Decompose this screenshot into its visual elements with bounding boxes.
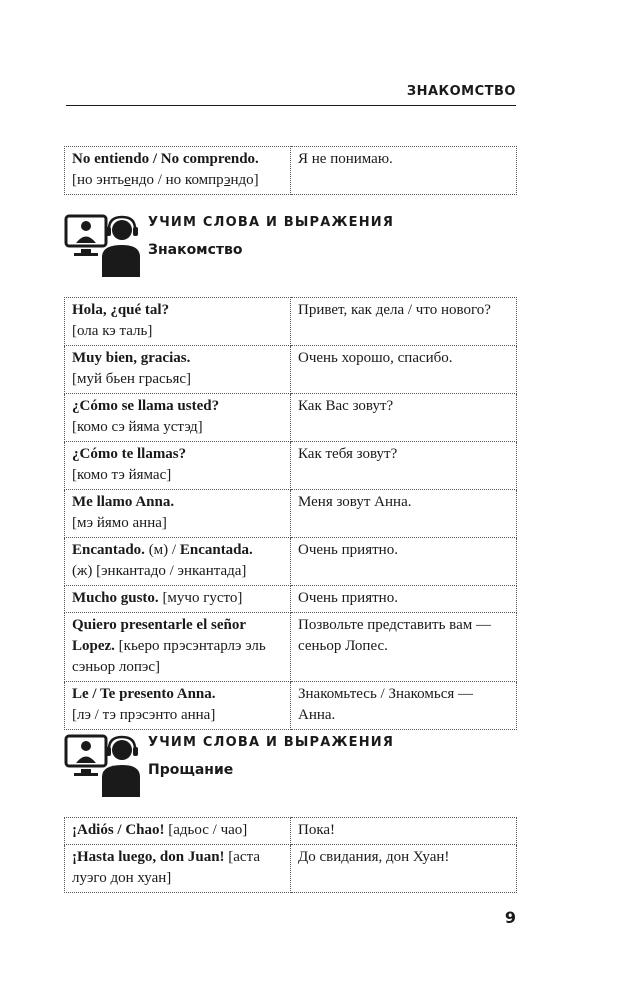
pronunciation: [ола кэ таль] xyxy=(72,323,153,339)
russian-cell: Очень приятно. xyxy=(291,586,517,613)
page-number: 9 xyxy=(504,908,516,927)
spanish-cell: Le / Te presento Anna. [лэ / тэ прэсэнто анна] xyxy=(65,682,291,730)
pronunciation: [но энтьендо / но компрэндо] xyxy=(72,172,259,188)
phrase-table-farewell xyxy=(64,817,517,893)
russian-cell: Меня зовут Анна. xyxy=(291,490,517,538)
russian-cell: Пока! xyxy=(291,818,517,845)
russian-cell: Очень хорошо, спасибо. xyxy=(291,346,517,394)
pronunciation: [аста луэго дон хуан] xyxy=(72,849,260,886)
pronunciation: [лэ / тэ прэсэнто анна] xyxy=(72,707,216,723)
section-subtitle: Прощание xyxy=(148,762,234,778)
pronunciation: [кьеро прэсэнтарлэ эль сэньор лопэс] xyxy=(72,638,266,675)
video-call-icon xyxy=(64,213,140,277)
table-row xyxy=(65,586,517,613)
russian-cell: Позвольте представить вам — сеньор Лопес. xyxy=(291,613,517,682)
section-header-acquaintance xyxy=(64,213,517,277)
pronunciation: (ж) [энкантадо / энкантада] xyxy=(72,563,247,579)
table-row xyxy=(65,394,517,442)
pronunciation: [комо сэ йяма устэд] xyxy=(72,419,203,435)
running-header: ЗНАКОМСТВО xyxy=(406,84,516,99)
spanish-cell: Mucho gusto. [мучо густо] xyxy=(65,586,291,613)
table-row xyxy=(65,538,517,586)
table-row xyxy=(65,682,517,730)
russian-cell: Как Вас зовут? xyxy=(291,394,517,442)
spanish-cell: Me llamo Anna. [мэ йямо анна] xyxy=(65,490,291,538)
russian-cell: Очень приятно. xyxy=(291,538,517,586)
russian-cell: Как тебя зовут? xyxy=(291,442,517,490)
section-subtitle: Знакомство xyxy=(148,242,243,258)
table-row xyxy=(65,613,517,682)
header-rule xyxy=(66,105,516,106)
spanish-cell: ¡Hasta luego, don Juan! [аста луэго дон хуан] xyxy=(65,845,291,893)
spanish-cell: ¿Cómo se llama usted? [комо сэ йяма устэд] xyxy=(65,394,291,442)
table-row xyxy=(65,490,517,538)
spanish-cell: ¿Cómo te llamas? [комо тэ йямас] xyxy=(65,442,291,490)
spanish-cell: Hola, ¿qué tal? [ола кэ таль] xyxy=(65,298,291,346)
phrase-table-top xyxy=(64,146,517,195)
pronunciation: [мэ йямо анна] xyxy=(72,515,167,531)
pronunciation: [мучо густо] xyxy=(158,590,243,606)
video-call-icon xyxy=(64,733,140,797)
pronunciation: [адьос / чао] xyxy=(164,822,248,838)
table-row xyxy=(65,147,517,195)
russian-cell: До свидания, дон Хуан! xyxy=(291,845,517,893)
section-title: УЧИМ СЛОВА И ВЫРАЖЕНИЯ xyxy=(148,215,395,230)
russian-cell: Привет, как дела / что нового? xyxy=(291,298,517,346)
pronunciation: [муй бьен грасьяс] xyxy=(72,371,192,387)
pronunciation: [комо тэ йямас] xyxy=(72,467,172,483)
section-header-farewell xyxy=(64,733,517,797)
table-row xyxy=(65,845,517,893)
russian-cell: Знакомьтесь / Знакомься — Анна. xyxy=(291,682,517,730)
table-row xyxy=(65,298,517,346)
phrase-table-acquaintance xyxy=(64,297,517,730)
table-row xyxy=(65,818,517,845)
russian-cell: Я не понимаю. xyxy=(291,147,517,195)
spanish-cell: Encantado. (м) / Encantada. (ж) [энкантадо / энкантада] xyxy=(65,538,291,586)
table-row xyxy=(65,442,517,490)
table-row xyxy=(65,346,517,394)
spanish-cell: Quiero presentarle el señor Lopez. [кьеро прэсэнтарлэ эль сэньор лопэс] xyxy=(65,613,291,682)
spanish-phrase: No entiendo / No comprendo. xyxy=(72,151,259,167)
section-title: УЧИМ СЛОВА И ВЫРАЖЕНИЯ xyxy=(148,735,395,750)
spanish-cell: ¡Adiós / Chao! [адьос / чао] xyxy=(65,818,291,845)
spanish-cell xyxy=(65,147,291,195)
spanish-cell: Muy bien, gracias. [муй бьен грасьяс] xyxy=(65,346,291,394)
